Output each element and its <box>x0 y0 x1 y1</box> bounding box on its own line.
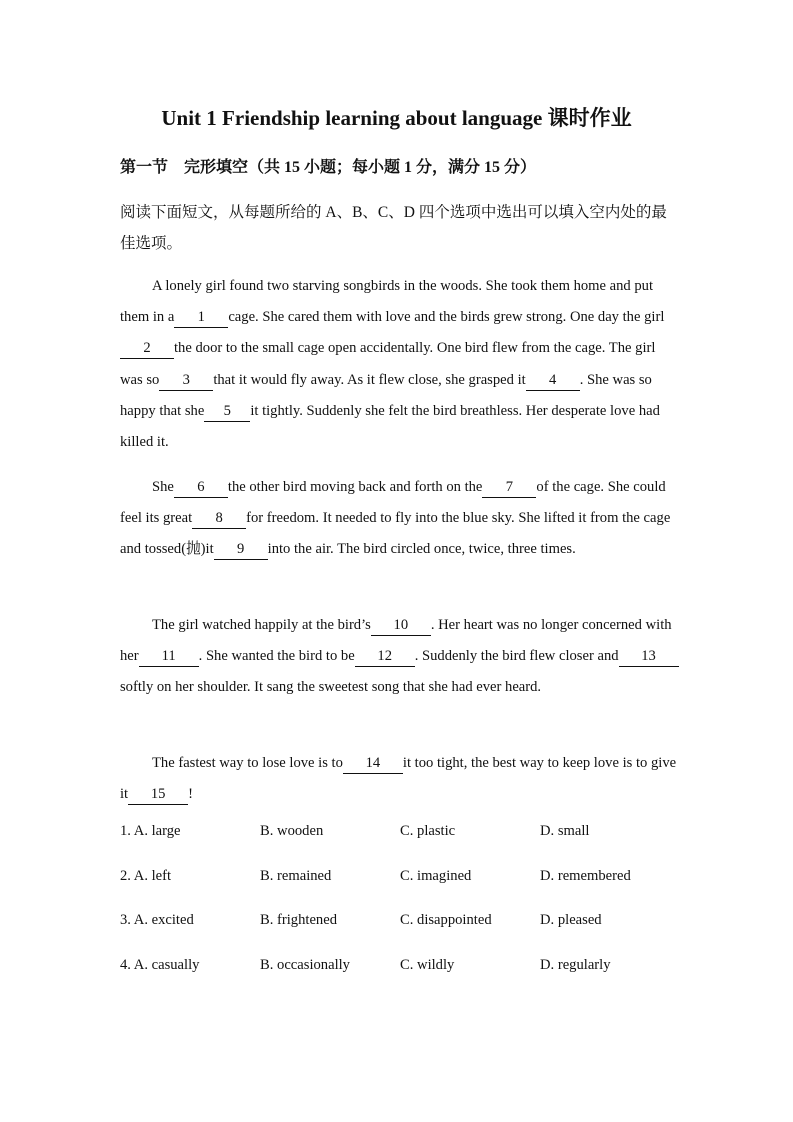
option: D. small <box>540 823 590 839</box>
option: 2. A. left <box>120 867 172 884</box>
section-heading: 第一节 完形填空（共 15 小题；每小题 1 分，满分 15 分） <box>120 159 537 176</box>
passage-text: for freedom. It needed to fly into the blue sky. She lifted it from the cage and tossed(抛)it <box>120 510 671 558</box>
passage-text: cage. She cared them with love and the birds grew strong. One day the girl <box>228 309 665 326</box>
passage-text: into the air. The bird circled once, twice, three times. <box>267 541 576 558</box>
blank-4: 4 <box>526 372 580 391</box>
passage-text: ! <box>188 786 193 803</box>
option: C. wildly <box>400 957 455 974</box>
passage-text: . She was so happy that she <box>120 371 652 419</box>
document-title: Unit 1 Friendship learning about language 课时作业 <box>161 106 632 130</box>
blank-13: 13 <box>619 648 679 667</box>
passage-text: She <box>152 479 174 495</box>
blank-12: 12 <box>355 648 415 667</box>
passage-paragraph-4 <box>120 748 680 810</box>
blank-10: 10 <box>371 617 431 636</box>
answer-options <box>120 823 680 1002</box>
option: 1. A. large <box>120 823 181 839</box>
passage-text: the door to the small cage open accidentally. One bird flew from the cage. The girl was so <box>120 340 656 388</box>
passage-text: softly on her shoulder. It sang the sweetest song that she had ever heard. <box>120 679 542 696</box>
option-row-2 <box>120 868 680 913</box>
passage-text: . She wanted the bird to be <box>198 648 355 665</box>
passage-text: . Her heart was no longer concerned with her <box>120 617 672 665</box>
passage-text: that it would fly away. As it flew close, she grasped it <box>213 371 526 388</box>
instructions: 阅读下面短文，从每题所给的 A、B、C、D 四个选项中选出可以填入空内处的最佳选项。 <box>120 204 667 252</box>
blank-14: 14 <box>343 755 403 774</box>
blank-11: 11 <box>139 648 199 667</box>
option: B. frightened <box>260 912 338 929</box>
option-row-4 <box>120 957 680 1002</box>
blank-9: 9 <box>214 541 268 560</box>
option-row-1 <box>120 823 680 868</box>
blank-2: 2 <box>120 340 174 359</box>
option: 3. A. excited <box>120 912 194 929</box>
option: 4. A. casually <box>120 957 200 974</box>
passage-paragraph-3 <box>120 610 680 704</box>
blank-15: 15 <box>128 786 188 805</box>
option: D. regularly <box>540 957 611 974</box>
blank-3: 3 <box>159 372 213 391</box>
passage-text: of the cage. She could feel its great <box>120 479 666 527</box>
passage-paragraph-2 <box>120 472 680 566</box>
passage-text: The girl watched happily at the bird’s <box>152 617 371 633</box>
option: B. wooden <box>260 823 324 839</box>
option: C. disappointed <box>400 912 492 929</box>
option: D. pleased <box>540 912 602 929</box>
blank-5: 5 <box>204 403 250 422</box>
passage-text: A lonely girl found two starving songbirds in the woods. She took them home and put them in a <box>120 278 654 326</box>
option-row-3 <box>120 912 680 957</box>
option: C. plastic <box>400 823 456 839</box>
blank-1: 1 <box>174 309 228 328</box>
option: B. remained <box>260 867 332 884</box>
passage-paragraph-1 <box>120 271 680 458</box>
option: C. imagined <box>400 867 472 884</box>
blank-7: 7 <box>482 479 536 498</box>
passage-text: the other bird moving back and forth on the <box>227 479 483 495</box>
option: D. remembered <box>540 867 631 884</box>
passage-text: it tightly. Suddenly she felt the bird breathless. Her desperate love had killed it. <box>120 402 660 451</box>
option: B. occasionally <box>260 957 350 974</box>
blank-6: 6 <box>174 479 228 498</box>
passage-text: . Suddenly the bird flew closer and <box>414 648 619 665</box>
passage-text: The fastest way to lose love is to <box>152 755 343 771</box>
blank-8: 8 <box>192 510 246 529</box>
passage-text: it too tight, the best way to keep love is to give it <box>120 755 677 803</box>
